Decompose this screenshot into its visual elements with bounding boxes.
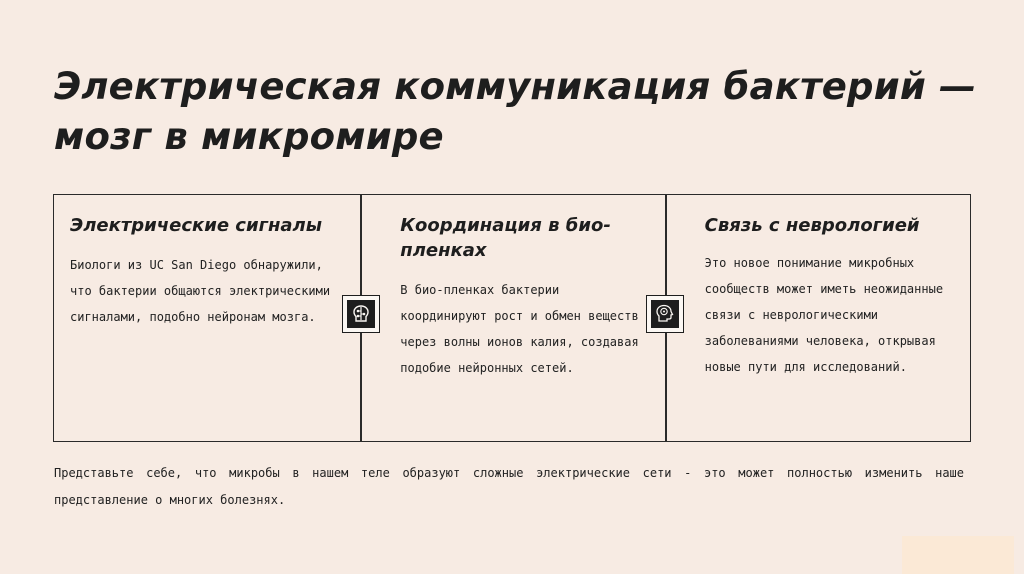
card-text: Это новое понимание микробных сообществ может иметь неожиданные связи с неврологическими заболеваниями человека, открывая новые пути для исследований. — [704, 256, 944, 374]
head-brain-icon — [646, 295, 684, 333]
circuit-brain-icon — [342, 295, 380, 333]
card-neurology-link — [665, 195, 970, 441]
card-heading: Электрические сигналы — [70, 215, 323, 236]
card-text: Биологи из UC San Diego обнаружили, что бактерии общаются электрическими сигналами, подобно нейронам мозга. — [70, 258, 331, 324]
slide-title: Электрическая коммуникация бактерий — мозг в микромире — [54, 65, 977, 158]
card-heading: Координация в био-пленках — [400, 215, 611, 261]
card-text: В био-пленках бактерии координируют рост и обмен веществ через волны ионов калия, создавая подобие нейронных сетей. — [400, 283, 639, 375]
cards-row — [53, 194, 971, 442]
corner-decoration — [902, 536, 1014, 574]
card-heading: Связь с неврологией — [704, 215, 920, 236]
footer-text: Представьте себе, что микробы в нашем теле образуют сложные электрические сети - это может полностью изменить наше представление о многих болезнях. — [54, 466, 964, 507]
card-biofilm-coordination — [360, 195, 664, 441]
card-electric-signals — [54, 195, 360, 441]
